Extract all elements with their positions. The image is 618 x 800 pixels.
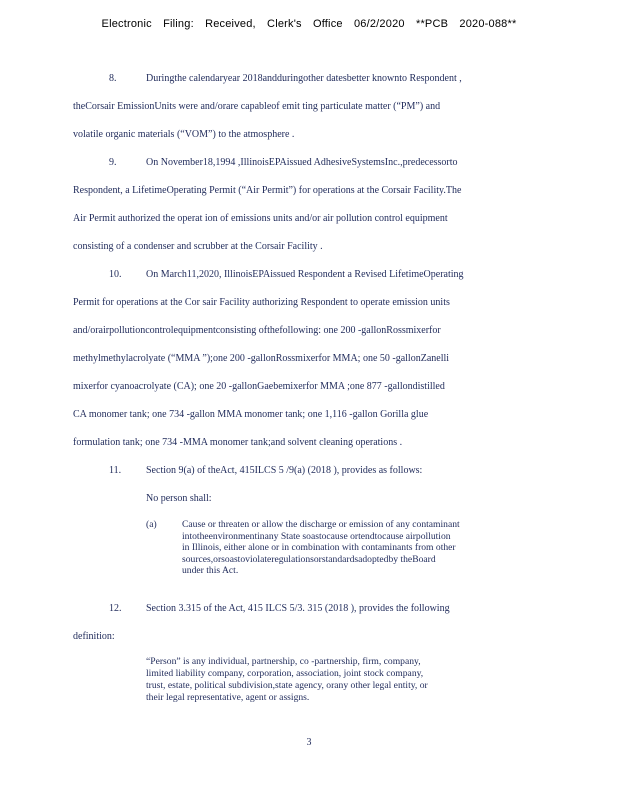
paragraph-line: Section 3.315 of the Act, 415 ILCS 5/3. 315 (2018 ), provides the following xyxy=(146,603,450,614)
paragraph-line: volatile organic materials (“VOM”) to the atmosphere . xyxy=(73,129,295,140)
quote-line: sources,orsoastoviolateregulationsorstandardsadoptedby theBoard xyxy=(182,553,436,565)
paragraph-line: and/orairpollutioncontrolequipmentconsisting ofthefollowing: one 200 -gallonRossmixerfor xyxy=(73,325,441,336)
paragraph-number: 10. xyxy=(109,269,122,280)
paragraph-line: Section 9(a) of theAct, 415ILCS 5 /9(a) (2018 ), provides as follows: xyxy=(146,465,423,476)
paragraph-line: consisting of a condenser and scrubber at the Corsair Facility . xyxy=(73,241,323,252)
quote-line: trust, estate, political subdivision,state agency, orany other legal entity, or xyxy=(146,680,428,691)
filing-header: Electronic Filing: Received, Clerk's Office 06/2/2020 **PCB 2020-088** xyxy=(101,18,517,30)
paragraph-line: On March11,2020, IllinoisEPAissued Respondent a Revised LifetimeOperating xyxy=(146,269,464,280)
paragraph-line: Permit for operations at the Cor sair Facility authorizing Respondent to operate emission units xyxy=(73,297,450,308)
paragraph-line: definition: xyxy=(73,631,115,642)
page-number: 3 xyxy=(306,737,312,748)
quote-line: their legal representative, agent or assigns. xyxy=(146,692,310,703)
item-label: (a) xyxy=(146,519,157,530)
quote-line: “Person” is any individual, partnership, co -partnership, firm, company, xyxy=(146,656,421,667)
quote-line: Cause or threaten or allow the discharge or emission of any contaminant xyxy=(182,519,460,530)
paragraph-line: theCorsair EmissionUnits were and/orare capableof emit ting particulate matter (“PM”) and xyxy=(73,101,441,112)
paragraph-number: 9. xyxy=(109,157,117,168)
quote-line: intotheenvironmentinany State soastocause ortendtocause airpollution xyxy=(182,530,451,542)
paragraph-line: On November18,1994 ,IllinoisEPAissued AdhesiveSystemsInc.,predecessorto xyxy=(146,157,458,168)
paragraph-line: mixerfor cyanoacrolyate (CA); one 20 -gallonGaebemixerfor MMA ;one 877 -gallondistilled xyxy=(73,381,445,392)
quote-line: under this Act. xyxy=(182,565,239,576)
quote-intro: No person shall: xyxy=(146,493,212,504)
paragraph-line: Respondent, a LifetimeOperating Permit (“Air Permit”) for operations at the Corsair Facility.The xyxy=(73,185,462,196)
paragraph-number: 12. xyxy=(109,603,122,614)
paragraph-line: Air Permit authorized the operat ion of emissions units and/or air pollution control equipment xyxy=(73,213,448,224)
paragraph-line: methylmethylacrolyate (“MMA ”);one 200 -gallonRossmixerfor MMA; one 50 -gallonZanelli xyxy=(73,353,450,364)
paragraph-number: 8. xyxy=(109,73,117,84)
paragraph-number: 11. xyxy=(109,465,122,476)
paragraph-line: CA monomer tank; one 734 -gallon MMA monomer tank; one 1,116 -gallon Gorilla glue xyxy=(73,409,429,420)
paragraph-line: formulation tank; one 734 -MMA monomer tank;and solvent cleaning operations . xyxy=(73,437,403,448)
quote-line: in Illinois, either alone or in combination with contaminants from other xyxy=(182,542,456,553)
quote-line: limited liability company, corporation, association, joint stock company, xyxy=(146,668,424,679)
paragraph-line: Duringthe calendaryear 2018andduringother datesbetter knownto Respondent , xyxy=(146,73,462,84)
